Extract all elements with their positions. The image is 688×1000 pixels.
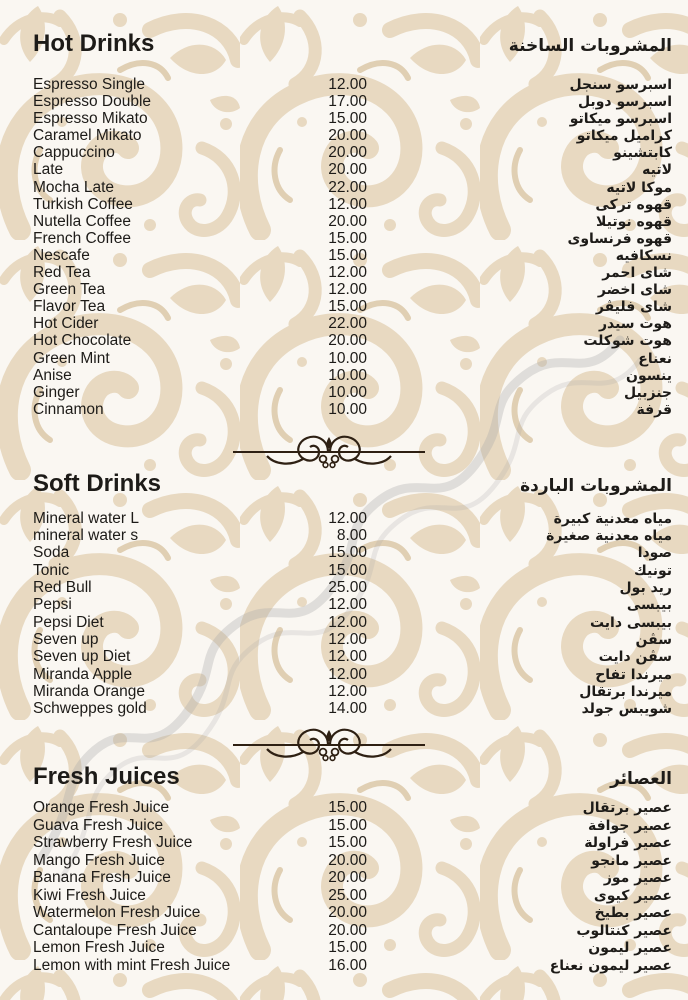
item-price: 20.00 bbox=[328, 851, 367, 869]
menu-item-row bbox=[33, 213, 672, 230]
item-name-ar: بيبسى دايت bbox=[589, 614, 672, 631]
item-name-ar: شاى فليڤر bbox=[595, 299, 672, 316]
item-name-en: Schweppes gold bbox=[33, 700, 147, 718]
item-name-ar: عصير جوافة bbox=[588, 817, 672, 834]
item-price: 15.00 bbox=[328, 229, 367, 247]
item-price: 15.00 bbox=[328, 834, 367, 852]
item-name-en: Guava Fresh Juice bbox=[33, 816, 164, 834]
item-name-en: Orange Fresh Juice bbox=[33, 799, 170, 817]
item-name-en: mineral water s bbox=[33, 527, 139, 545]
menu-item-row bbox=[33, 957, 672, 975]
menu-item-row bbox=[33, 161, 672, 178]
item-price: 15.00 bbox=[328, 939, 367, 957]
item-name-en: Tonic bbox=[33, 561, 70, 579]
item-name-en: Miranda Orange bbox=[33, 682, 146, 700]
item-name-en: Pepsi Diet bbox=[33, 613, 104, 631]
item-price: 8.00 bbox=[336, 527, 367, 545]
menu-item-row bbox=[33, 384, 672, 401]
menu-item-row bbox=[33, 817, 672, 835]
item-name-en: Red Tea bbox=[33, 264, 91, 282]
section-title-ar: العصائر bbox=[610, 769, 672, 790]
item-price: 20.00 bbox=[328, 212, 367, 230]
item-name-en: Green Mint bbox=[33, 349, 110, 367]
item-name-ar: عصير ليمون نعناع bbox=[549, 957, 672, 974]
item-name-ar: ميرندا تفاح bbox=[595, 666, 672, 683]
menu-item-row bbox=[33, 127, 672, 144]
item-name-en: Kiwi Fresh Juice bbox=[33, 886, 146, 904]
section-title-en: Hot Drinks bbox=[33, 30, 155, 57]
item-name-en: Pepsi bbox=[33, 596, 72, 614]
section-fresh-juices bbox=[33, 763, 672, 974]
section-divider-ornament bbox=[233, 727, 425, 763]
menu-item-row bbox=[33, 939, 672, 957]
item-price: 15.00 bbox=[328, 246, 367, 264]
item-name-en: Strawberry Fresh Juice bbox=[33, 834, 193, 852]
menu-item-row bbox=[33, 834, 672, 852]
item-name-en: Hot Chocolate bbox=[33, 332, 132, 350]
item-price: 10.00 bbox=[328, 349, 367, 367]
item-price: 14.00 bbox=[328, 700, 367, 718]
item-name-en: Green Tea bbox=[33, 281, 106, 299]
item-name-en: Soda bbox=[33, 544, 70, 562]
menu-item-row bbox=[33, 614, 672, 631]
item-name-ar: تونيك bbox=[633, 562, 672, 579]
item-name-ar: ميرندا برتقال bbox=[579, 683, 672, 700]
section-title-ar: المشروبات الساخنة bbox=[508, 36, 672, 56]
menu-item-row bbox=[33, 264, 672, 281]
item-name-ar: جنزبيل bbox=[624, 384, 672, 401]
item-name-ar: عصير مانجو bbox=[591, 852, 672, 869]
item-price: 20.00 bbox=[328, 332, 367, 350]
item-name-en: Seven up Diet bbox=[33, 648, 131, 666]
section-hot-drinks bbox=[33, 30, 672, 418]
item-name-ar: عصير فراولة bbox=[584, 835, 672, 852]
item-price: 22.00 bbox=[328, 178, 367, 196]
menu-item-row bbox=[33, 510, 672, 527]
section-title-en: Soft Drinks bbox=[33, 469, 162, 497]
item-name-en: Seven up bbox=[33, 630, 99, 648]
item-price: 20.00 bbox=[328, 921, 367, 939]
item-name-ar: ريد بول bbox=[619, 580, 672, 597]
item-name-en: Espresso Single bbox=[33, 76, 146, 93]
menu-item-row bbox=[33, 562, 672, 579]
item-name-en: Cantaloupe Fresh Juice bbox=[33, 921, 197, 939]
item-price: 20.00 bbox=[328, 869, 367, 887]
item-price: 15.00 bbox=[328, 298, 367, 316]
menu-item-row bbox=[33, 93, 672, 110]
item-price: 20.00 bbox=[328, 144, 367, 162]
item-price: 12.00 bbox=[328, 509, 367, 527]
item-price: 12.00 bbox=[328, 195, 367, 213]
item-price: 25.00 bbox=[328, 579, 367, 597]
menu-item-list bbox=[33, 510, 672, 718]
item-price: 20.00 bbox=[328, 127, 367, 145]
item-name-ar: كابتشينو bbox=[613, 145, 672, 162]
item-name-en: Banana Fresh Juice bbox=[33, 869, 171, 887]
item-name-en: Caramel Mikato bbox=[33, 127, 142, 145]
item-name-en: Nutella Coffee bbox=[33, 212, 131, 230]
item-name-en: Lemon Fresh Juice bbox=[33, 939, 165, 957]
item-name-ar: نعناع bbox=[638, 350, 672, 367]
item-name-ar: هوت سيدر bbox=[598, 316, 672, 333]
item-name-ar: عصير كيوى bbox=[593, 887, 672, 904]
menu-item-row bbox=[33, 799, 672, 817]
section-soft-drinks bbox=[33, 470, 672, 718]
item-name-en: Mocha Late bbox=[33, 178, 114, 196]
item-name-ar: كراميل ميكاتو bbox=[576, 128, 672, 145]
item-name-ar: عصير موز bbox=[603, 870, 672, 887]
item-price: 15.00 bbox=[328, 816, 367, 834]
section-title-ar: المشروبات الباردة bbox=[520, 475, 672, 496]
item-name-en: French Coffee bbox=[33, 229, 131, 247]
section-title-en: Fresh Juices bbox=[33, 763, 180, 791]
menu-item-list bbox=[33, 799, 672, 974]
item-price: 15.00 bbox=[328, 561, 367, 579]
menu-item-row bbox=[33, 631, 672, 648]
item-name-ar: اسبرسو دوبل bbox=[577, 94, 672, 111]
menu-item-row bbox=[33, 648, 672, 665]
item-price: 25.00 bbox=[328, 886, 367, 904]
item-name-en: Espresso Double bbox=[33, 93, 152, 111]
menu-item-row bbox=[33, 298, 672, 315]
item-name-ar: هوت شوكلت bbox=[583, 333, 672, 350]
menu-item-row bbox=[33, 247, 672, 264]
item-name-ar: مياه معدنية صغيرة bbox=[546, 528, 672, 545]
menu-item-row bbox=[33, 596, 672, 613]
item-price: 10.00 bbox=[328, 366, 367, 384]
menu-item-row bbox=[33, 230, 672, 247]
item-price: 12.00 bbox=[328, 264, 367, 282]
item-name-ar: لاتيه bbox=[642, 162, 672, 179]
item-name-en: Lemon with mint Fresh Juice bbox=[33, 956, 231, 974]
item-price: 20.00 bbox=[328, 904, 367, 922]
item-name-ar: شاى اخضر bbox=[597, 282, 672, 299]
item-price: 17.00 bbox=[328, 93, 367, 111]
item-name-en: Late bbox=[33, 161, 64, 179]
item-price: 12.00 bbox=[328, 76, 367, 93]
menu-item-row bbox=[33, 666, 672, 683]
item-price: 12.00 bbox=[328, 630, 367, 648]
item-name-en: Cappuccino bbox=[33, 144, 115, 162]
item-price: 12.00 bbox=[328, 281, 367, 299]
item-name-ar: نسكافيه bbox=[615, 247, 672, 264]
menu-item-row bbox=[33, 401, 672, 418]
item-price: 12.00 bbox=[328, 682, 367, 700]
item-name-ar: قرفة bbox=[636, 401, 672, 418]
menu-item-row bbox=[33, 76, 672, 93]
item-name-en: Nescafe bbox=[33, 246, 90, 264]
item-name-en: Flavor Tea bbox=[33, 298, 106, 316]
menu-item-row bbox=[33, 110, 672, 127]
item-name-en: Turkish Coffee bbox=[33, 195, 133, 213]
item-price: 10.00 bbox=[328, 383, 367, 401]
item-name-ar: عصير كنتالوب bbox=[576, 922, 672, 939]
item-name-en: Cinnamon bbox=[33, 400, 104, 418]
item-name-en: Ginger bbox=[33, 383, 80, 401]
item-price: 10.00 bbox=[328, 400, 367, 418]
item-price: 15.00 bbox=[328, 110, 367, 128]
item-name-en: Hot Cider bbox=[33, 315, 99, 333]
item-name-ar: ينسون bbox=[626, 367, 672, 384]
menu-item-row bbox=[33, 144, 672, 161]
item-name-ar: شاى احمر bbox=[602, 265, 672, 282]
item-name-en: Mineral water L bbox=[33, 509, 139, 527]
item-name-ar: اسبرسو ميكاتو bbox=[569, 111, 672, 128]
menu-item-row bbox=[33, 887, 672, 905]
item-name-en: Miranda Apple bbox=[33, 665, 133, 683]
item-name-en: Espresso Mikato bbox=[33, 110, 148, 128]
menu-item-row bbox=[33, 179, 672, 196]
item-name-en: Mango Fresh Juice bbox=[33, 851, 165, 869]
item-name-ar: قهوه فرنساوى bbox=[567, 230, 672, 247]
item-name-ar: قهوه تركى bbox=[595, 196, 672, 213]
item-name-en: Anise bbox=[33, 366, 72, 384]
section-header bbox=[33, 763, 672, 791]
menu-item-row bbox=[33, 683, 672, 700]
menu-item-row bbox=[33, 367, 672, 384]
menu-item-row bbox=[33, 544, 672, 561]
item-price: 15.00 bbox=[328, 799, 367, 817]
item-name-en: Watermelon Fresh Juice bbox=[33, 904, 201, 922]
menu-item-row bbox=[33, 350, 672, 367]
item-price: 12.00 bbox=[328, 596, 367, 614]
item-price: 16.00 bbox=[328, 956, 367, 974]
menu-item-row bbox=[33, 281, 672, 298]
item-name-ar: عصير بطيخ bbox=[594, 905, 672, 922]
section-divider-ornament bbox=[233, 434, 425, 470]
item-price: 12.00 bbox=[328, 613, 367, 631]
section-header bbox=[33, 30, 672, 58]
item-name-ar: عصير برتقال bbox=[582, 800, 672, 817]
item-price: 12.00 bbox=[328, 665, 367, 683]
menu-item-row bbox=[33, 852, 672, 870]
item-name-ar: اسبرسو سنجل bbox=[569, 77, 672, 93]
menu-item-row bbox=[33, 527, 672, 544]
menu-item-list bbox=[33, 76, 672, 418]
item-name-ar: بيبسى bbox=[626, 597, 672, 614]
section-header bbox=[33, 470, 672, 498]
item-price: 15.00 bbox=[328, 544, 367, 562]
menu-item-row bbox=[33, 579, 672, 596]
item-name-ar: قهوه نوتيلا bbox=[596, 213, 672, 230]
item-price: 20.00 bbox=[328, 161, 367, 179]
menu-item-row bbox=[33, 904, 672, 922]
menu-item-row bbox=[33, 332, 672, 349]
menu-item-row bbox=[33, 922, 672, 940]
menu-item-row bbox=[33, 700, 672, 717]
item-name-ar: شويبس جولد bbox=[581, 701, 672, 718]
item-name-ar: سڤن bbox=[635, 631, 672, 648]
item-name-en: Red Bull bbox=[33, 579, 92, 597]
item-name-ar: عصير ليمون bbox=[588, 940, 672, 957]
item-price: 12.00 bbox=[328, 648, 367, 666]
item-name-ar: سڤن دايت bbox=[598, 649, 672, 666]
item-name-ar: موكا لاتيه bbox=[606, 179, 672, 196]
item-name-ar: مياه معدنية كبيرة bbox=[553, 510, 672, 527]
menu-item-row bbox=[33, 869, 672, 887]
item-price: 22.00 bbox=[328, 315, 367, 333]
menu-item-row bbox=[33, 196, 672, 213]
item-name-ar: صودا bbox=[637, 545, 672, 562]
menu-item-row bbox=[33, 315, 672, 332]
